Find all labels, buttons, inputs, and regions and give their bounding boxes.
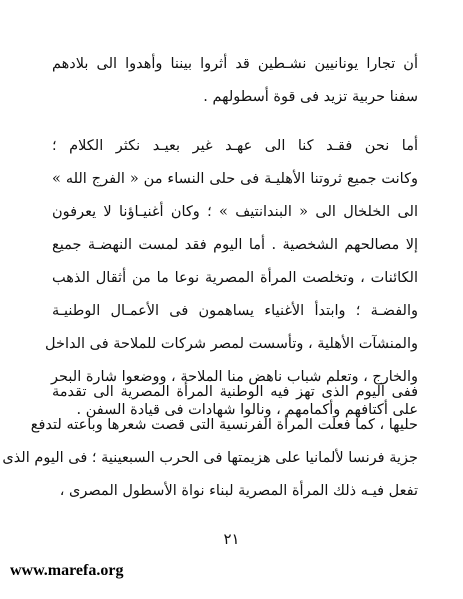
footer-url: www.marefa.org — [10, 562, 124, 579]
text-line: والفضـة ؛ وابتدأ الأغنياء يساهمون فى الأعمـال الوطنيـة — [52, 303, 418, 319]
text-line: ففى اليوم الذى تهز فيه الوطنية المرأة المصرية الى تقدمة — [52, 384, 418, 400]
paragraph-3 — [2, 376, 418, 508]
text-line: والمنشآت الأهلية ، وتأسست لمصر شركات للملاحة فى الداخل — [45, 336, 418, 352]
text-line: تفعل فيـه ذلك المرأة المصرية لبناء نواة الأسطول المصرى ، — [59, 483, 418, 499]
text-line: الكائنات ، وتخلصت المرأة المصرية نوعا ما من أثقال الذهب — [52, 270, 418, 286]
text-line: والخارج ، وتعلم شباب ناهض منا الملاحة ، ووضعوا شارة البحر — [51, 369, 418, 385]
text-line: أن تجارا يونانيين نشـطين قد أثروا بيننا وأهدوا الى بلادهم — [52, 56, 418, 72]
text-line: إلا مصالحهم الشخصية . أما اليوم فقد لمست النهضـة جميع — [52, 237, 418, 253]
page-number: ٢١ — [223, 530, 240, 548]
text-line: جزية فرنسا لألمانيا على هزيمتها فى الحرب السبعينية ؛ فى اليوم الذى — [2, 450, 418, 466]
text-line: وكانت جميع ثروتنا الأهليـة فى حلى النساء من « الفرج الله » — [52, 171, 418, 187]
text-line: على أكتافهم وأكمامهم ، ونالوا شهادات فى قيادة السفن . — [76, 402, 418, 418]
paragraph-1 — [52, 48, 418, 114]
text-line: سفنا حربية تزيد فى قوة أسطولهم . — [203, 89, 418, 105]
text-line: أما نحن فقـد كنا الى عهـد غير بعيـد نكثر الكلام ؛ — [52, 138, 418, 154]
text-line: حليها ، كما فعلت المرأة الفرنسية التى قصت شعرها وباعته لتدفع — [30, 417, 418, 433]
text-line: الى الخلخال الى « البندانتيف » ؛ وكان أغنيـاؤنا لا يعرفون — [52, 204, 418, 220]
